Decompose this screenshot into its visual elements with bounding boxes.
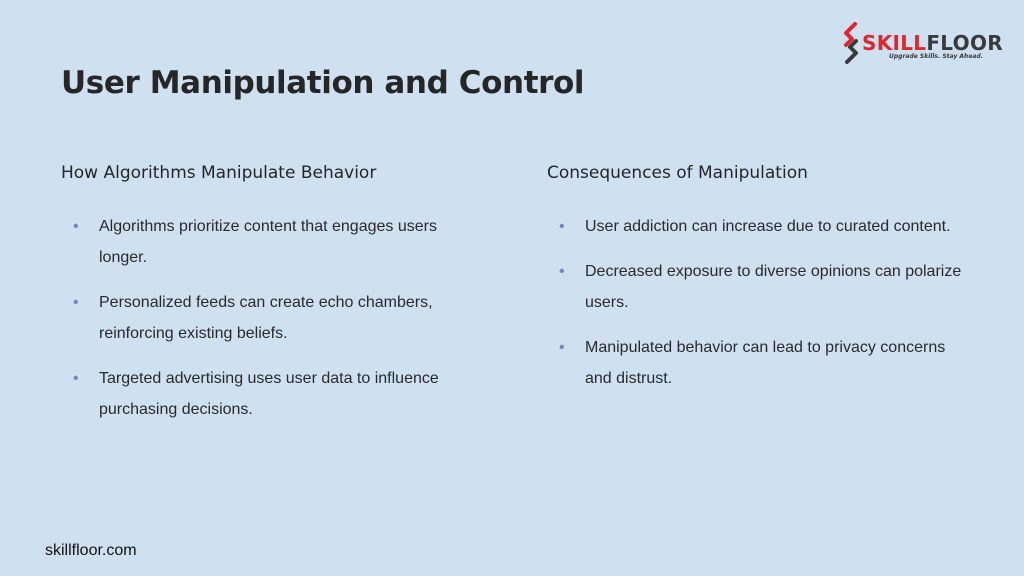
list-item-text: Targeted advertising uses user data to influence purchasing decisions. <box>99 370 439 418</box>
left-column <box>61 161 481 418</box>
list-item-text: Manipulated behavior can lead to privacy concerns and distrust. <box>585 339 946 387</box>
list-item <box>547 332 967 394</box>
left-bullet-list <box>61 211 481 439</box>
bullet-icon: • <box>559 263 565 280</box>
logo-word-floor: FLOOR <box>926 31 1003 55</box>
list-item-text: User addiction can increase due to curated content. <box>585 218 951 235</box>
logo-word-skill: SKILL <box>862 31 927 55</box>
list-item <box>547 211 967 242</box>
right-bullet-list <box>547 211 967 408</box>
skillfloor-s-mark-icon <box>841 22 861 64</box>
bullet-icon: • <box>73 294 79 311</box>
skillfloor-logo <box>841 22 1003 66</box>
list-item <box>61 363 481 425</box>
left-column-heading: How Algorithms Manipulate Behavior <box>61 163 377 183</box>
right-column-heading: Consequences of Manipulation <box>547 163 808 183</box>
list-item-text: Algorithms prioritize content that engages users longer. <box>99 218 437 266</box>
list-item <box>547 256 967 318</box>
bullet-icon: • <box>73 370 79 387</box>
logo-tagline: Upgrade Skills. Stay Ahead. <box>889 53 984 60</box>
list-item-text: Personalized feeds can create echo chambers, reinforcing existing beliefs. <box>99 294 433 342</box>
logo-wordmark <box>862 31 1003 55</box>
list-item <box>61 211 481 273</box>
slide-title: User Manipulation and Control <box>61 65 585 101</box>
footer-url: skillfloor.com <box>45 542 137 559</box>
bullet-icon: • <box>559 339 565 356</box>
list-item-text: Decreased exposure to diverse opinions can polarize users. <box>585 263 962 311</box>
list-item <box>61 287 481 349</box>
bullet-icon: • <box>73 218 79 235</box>
bullet-icon: • <box>559 218 565 235</box>
right-column <box>547 161 967 387</box>
